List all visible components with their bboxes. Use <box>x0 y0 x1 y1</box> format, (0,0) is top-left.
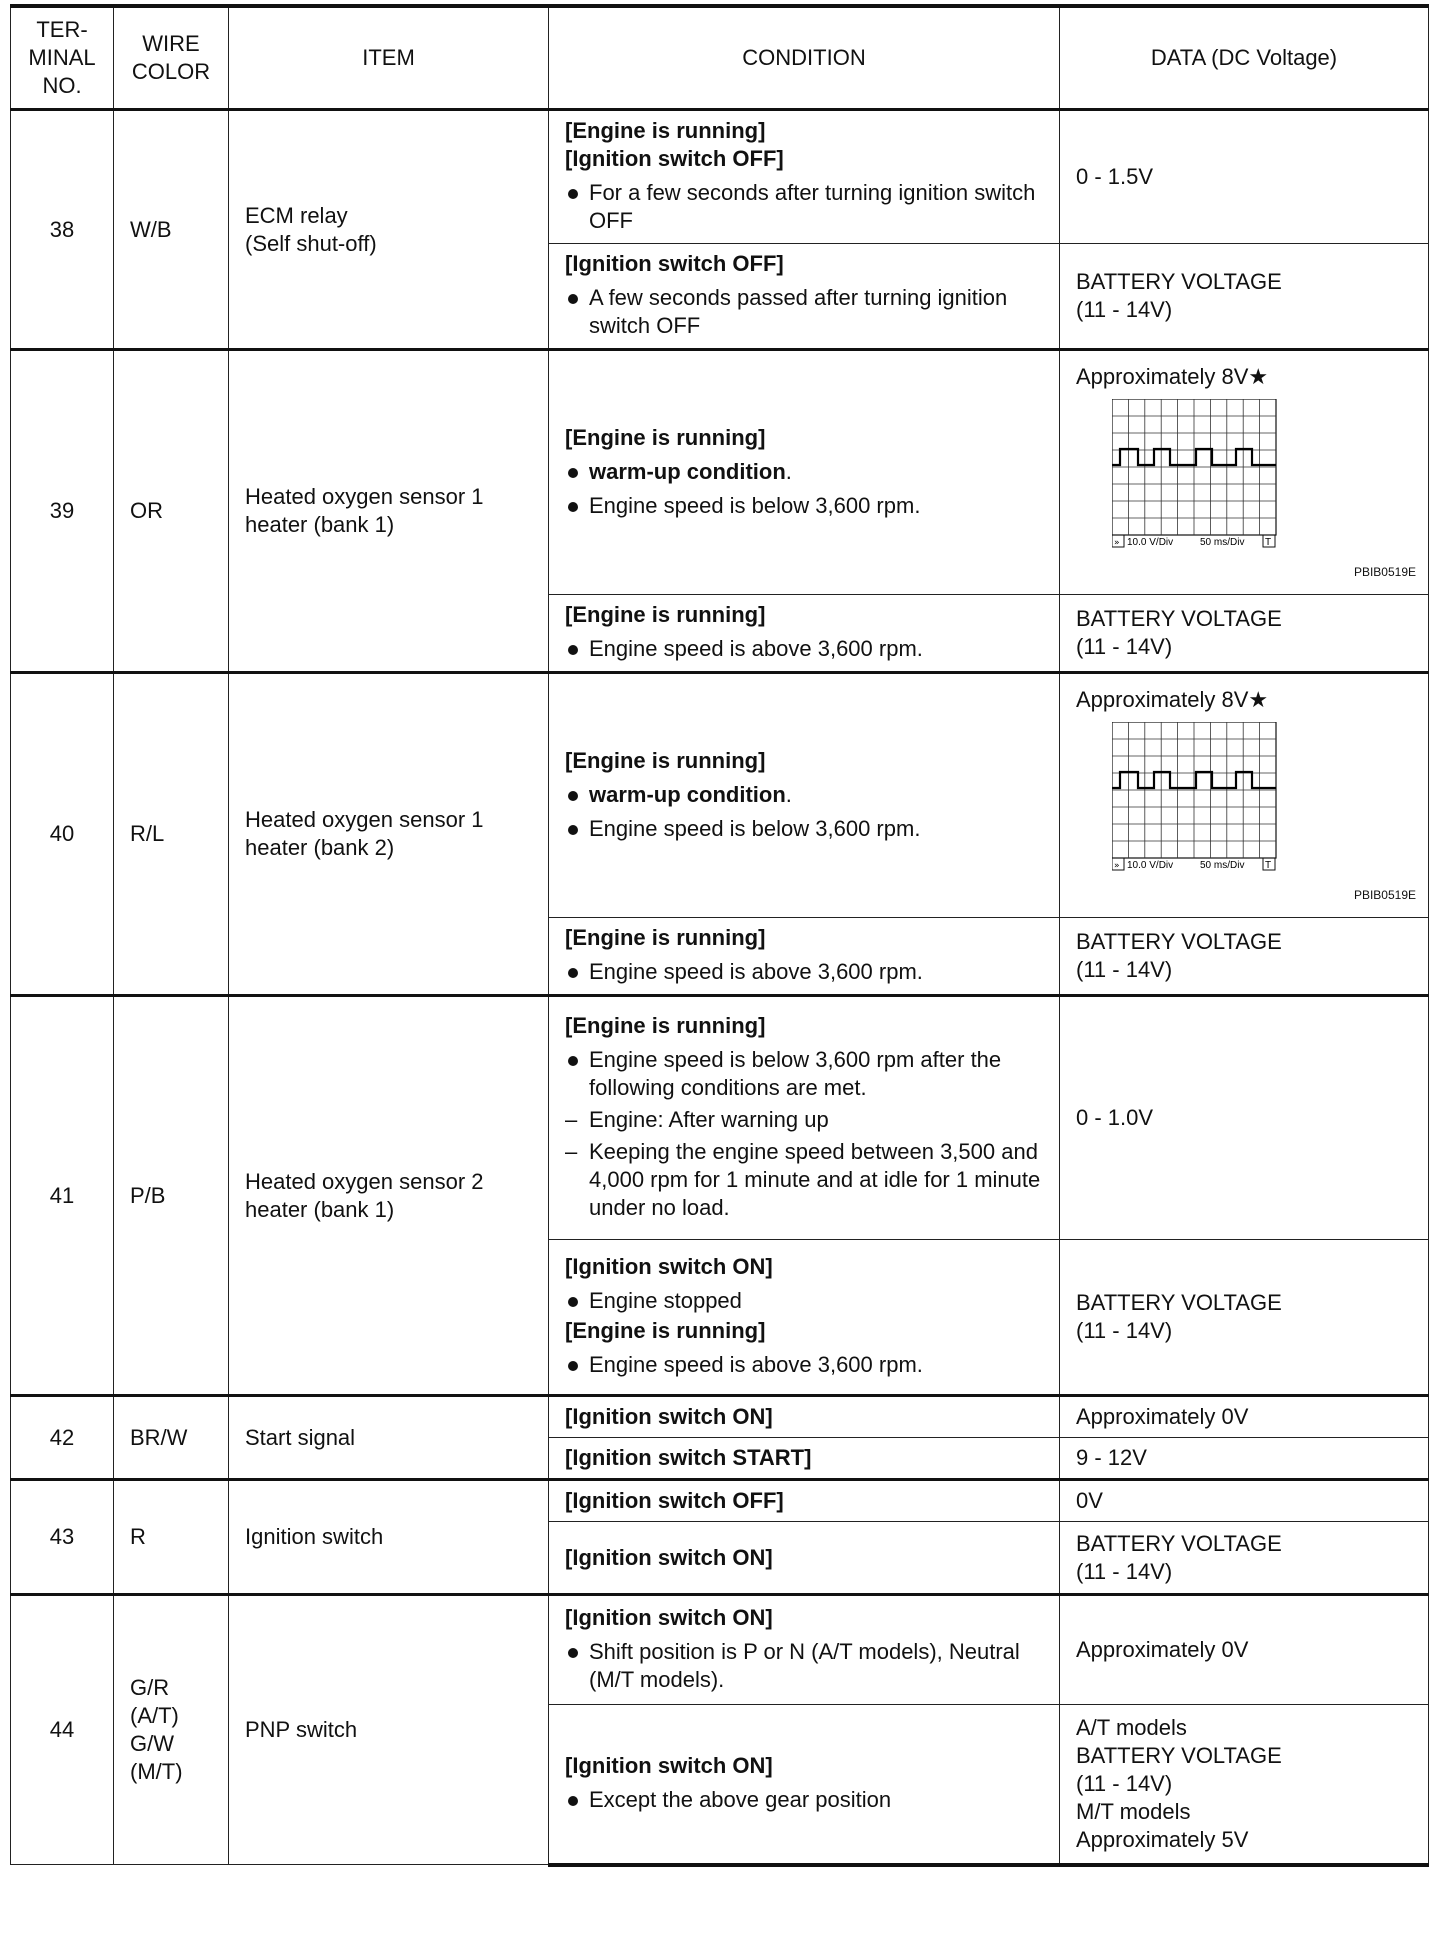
item: Start signal <box>229 1396 549 1480</box>
condition <box>549 1396 1060 1438</box>
condition-dash-item: – Keeping the engine speed between 3,500 and 4,000 rpm for 1 minute and at idle for 1 minute under no load. <box>565 1138 1049 1222</box>
header-item: ITEM <box>229 6 549 110</box>
ecm-terminal-table <box>10 4 1429 1867</box>
svg-text:50 ms/Div: 50 ms/Div <box>1200 537 1245 548</box>
condition-heading: [Engine is running] <box>565 424 766 450</box>
data-value: BATTERY VOLTAGE (11 - 14V) <box>1060 244 1429 350</box>
item: ECM relay (Self shut-off) <box>229 110 549 350</box>
condition <box>549 595 1060 673</box>
condition <box>549 110 1060 244</box>
wire-color: G/R (A/T) G/W (M/T) <box>114 1595 229 1865</box>
condition-heading: [Ignition switch OFF] <box>565 251 784 276</box>
condition <box>549 1595 1060 1705</box>
data-value: 0V <box>1060 1480 1429 1522</box>
condition-bullet: Engine stopped <box>565 1287 1049 1315</box>
data-value <box>1060 673 1429 918</box>
header-data: DATA (DC Voltage) <box>1060 6 1429 110</box>
wire-color: BR/W <box>114 1396 229 1480</box>
condition-heading: [Ignition switch ON] <box>565 1404 773 1429</box>
wire-color: OR <box>114 350 229 673</box>
item: Heated oxygen sensor 1 heater (bank 1) <box>229 350 549 673</box>
data-value: BATTERY VOLTAGE (11 - 14V) <box>1060 1240 1429 1396</box>
condition-bullet: warm-up condition. <box>565 458 1049 486</box>
svg-text:»: » <box>1114 861 1120 871</box>
oscilloscope-grid-icon <box>1112 722 1282 872</box>
condition-bullet: A few seconds passed after turning ignition switch OFF <box>565 284 1049 340</box>
item: Ignition switch <box>229 1480 549 1595</box>
condition-heading: [Engine is running] <box>565 747 766 773</box>
condition-bullet: Engine speed is above 3,600 rpm. <box>565 958 1049 986</box>
condition-dash-item: – Engine: After warning up <box>565 1106 1049 1134</box>
condition <box>549 673 1060 918</box>
condition <box>549 350 1060 595</box>
item: Heated oxygen sensor 2 heater (bank 1) <box>229 996 549 1396</box>
header-condition: CONDITION <box>549 6 1060 110</box>
svg-text:50 ms/Div: 50 ms/Div <box>1200 860 1245 871</box>
condition-bullet: Except the above gear position <box>565 1786 1049 1814</box>
condition-bullet: Engine speed is below 3,600 rpm. <box>565 492 1049 520</box>
condition-bullet: warm-up condition. <box>565 781 1049 809</box>
data-value: 0 - 1.5V <box>1060 110 1429 244</box>
wire-color: W/B <box>114 110 229 350</box>
svg-text:T: T <box>1265 860 1272 871</box>
data-value: BATTERY VOLTAGE (11 - 14V) <box>1060 918 1429 996</box>
waveform-figure: Approximately 8V★ » 10.0 V/Div 50 ms/Div T PBIB0519E <box>1076 686 1418 911</box>
table-row <box>11 673 1429 918</box>
condition-bullet: Engine speed is below 3,600 rpm. <box>565 815 1049 843</box>
condition <box>549 1522 1060 1595</box>
condition-heading: [Ignition switch OFF] <box>565 146 784 171</box>
terminal-no: 43 <box>11 1480 114 1595</box>
table-row <box>11 996 1429 1240</box>
figure-id: PBIB0519E <box>1353 565 1416 579</box>
condition-heading: [Ignition switch ON] <box>565 1544 773 1570</box>
condition-bullet: Engine speed is above 3,600 rpm. <box>565 635 1049 663</box>
condition <box>549 996 1060 1240</box>
data-value: 0 - 1.0V <box>1060 996 1429 1240</box>
wire-color: R <box>114 1480 229 1595</box>
header-wire-color: WIRE COLOR <box>114 6 229 110</box>
condition-heading: [Ignition switch ON] <box>565 1254 773 1279</box>
terminal-no: 39 <box>11 350 114 673</box>
wire-color: P/B <box>114 996 229 1396</box>
condition <box>549 1705 1060 1865</box>
oscilloscope-grid-icon <box>1112 399 1282 549</box>
condition-bullet: For a few seconds after turning ignition switch OFF <box>565 179 1049 235</box>
table-row <box>11 110 1429 244</box>
condition-heading: [Engine is running] <box>565 118 766 143</box>
terminal-no: 42 <box>11 1396 114 1480</box>
condition <box>549 244 1060 350</box>
condition-bullet: Engine speed is above 3,600 rpm. <box>565 1351 1049 1379</box>
waveform-figure: Approximately 8V★ » 10.0 V/Div 50 ms/Div T PBIB0519E <box>1076 363 1418 588</box>
condition <box>549 1240 1060 1396</box>
terminal-no: 38 <box>11 110 114 350</box>
condition-heading: [Ignition switch ON] <box>565 1605 773 1630</box>
table-row <box>11 1595 1429 1705</box>
terminal-table-sheet <box>10 4 1428 1867</box>
data-value: BATTERY VOLTAGE (11 - 14V) <box>1060 595 1429 673</box>
terminal-no: 41 <box>11 996 114 1396</box>
condition <box>549 918 1060 996</box>
data-value: 9 - 12V <box>1060 1438 1429 1480</box>
data-value: Approximately 0V <box>1060 1595 1429 1705</box>
svg-text:»: » <box>1114 538 1120 548</box>
condition-bullet: Engine speed is below 3,600 rpm after the following conditions are met. <box>565 1046 1049 1102</box>
data-value: A/T models BATTERY VOLTAGE (11 - 14V) M/T models Approximately 5V <box>1060 1705 1429 1865</box>
item: Heated oxygen sensor 1 heater (bank 2) <box>229 673 549 996</box>
terminal-no: 40 <box>11 673 114 996</box>
data-value <box>1060 350 1429 595</box>
data-value: BATTERY VOLTAGE (11 - 14V) <box>1060 1522 1429 1595</box>
condition-heading: [Engine is running] <box>565 925 766 950</box>
condition-heading: [Engine is running] <box>565 1013 766 1038</box>
svg-text:10.0 V/Div: 10.0 V/Div <box>1127 537 1174 548</box>
condition-heading: [Ignition switch ON] <box>565 1752 773 1778</box>
svg-text:10.0 V/Div: 10.0 V/Div <box>1127 860 1174 871</box>
data-value: Approximately 0V <box>1060 1396 1429 1438</box>
condition-heading: [Ignition switch OFF] <box>565 1488 784 1513</box>
condition <box>549 1480 1060 1522</box>
condition <box>549 1438 1060 1480</box>
condition-heading: [Ignition switch START] <box>565 1445 812 1470</box>
condition-heading: [Engine is running] <box>565 602 766 627</box>
svg-text:T: T <box>1265 537 1272 548</box>
figure-id: PBIB0519E <box>1353 888 1416 902</box>
terminal-no: 44 <box>11 1595 114 1865</box>
table-header-row <box>11 6 1429 110</box>
wire-color: R/L <box>114 673 229 996</box>
condition-bullet: Shift position is P or N (A/T models), Neutral (M/T models). <box>565 1638 1049 1694</box>
table-row <box>11 1396 1429 1438</box>
header-terminal: TER- MINAL NO. <box>11 6 114 110</box>
condition-heading: [Engine is running] <box>565 1318 766 1343</box>
table-row <box>11 350 1429 595</box>
item: PNP switch <box>229 1595 549 1865</box>
table-row <box>11 1480 1429 1522</box>
